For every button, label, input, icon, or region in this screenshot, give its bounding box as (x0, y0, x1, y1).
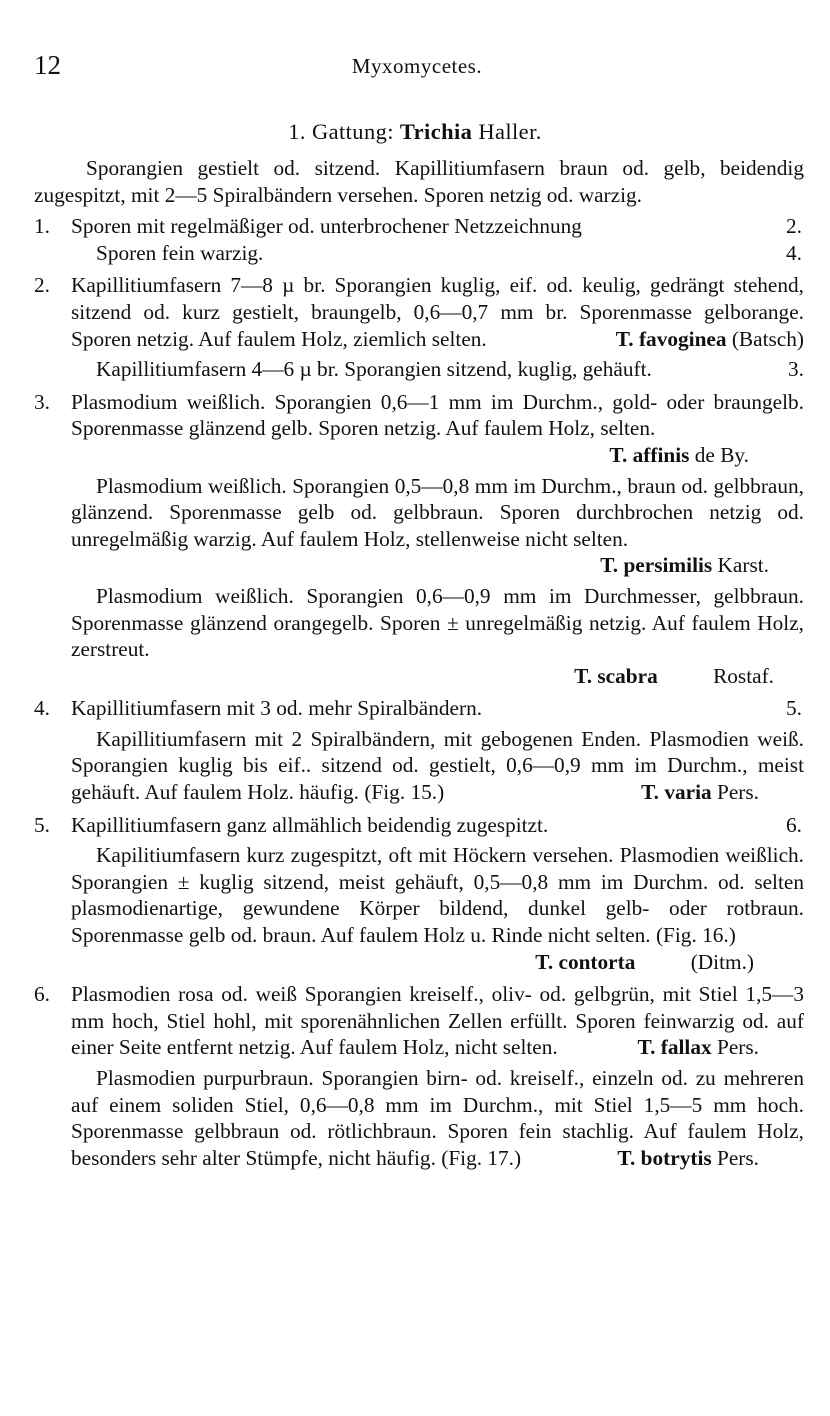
couplet-number: 6. (34, 982, 50, 1007)
species-author: de By. (694, 442, 749, 467)
lead-text: Kapillitiumfasern mit 3 od. mehr Spiralbändern. (71, 696, 483, 721)
couplet-number: 2. (34, 273, 50, 298)
species-name (592, 1145, 759, 1172)
couplet-number: 1. (34, 214, 50, 239)
species-author: Pers. (716, 780, 759, 805)
species-name (71, 663, 804, 690)
couplet-3-alternative-1 (34, 473, 804, 579)
couplet-5-alternative (34, 842, 804, 975)
couplet-number: 3. (34, 389, 50, 414)
couplet-4-alternative (34, 726, 804, 806)
lead-ref: 2. (786, 214, 802, 239)
species-binomial: T. persimilis (600, 553, 713, 578)
running-title: Myxomycetes. (351, 54, 483, 78)
lead-ref: 5. (786, 696, 802, 721)
couplet-text: Plasmodien rosa od. weiß Sporangien kreiself., oliv- od. gelbgrün, mit Stiel 1,5—3 mm hoch, Stiel hohl, mit sporenähnlichen Zellen erfüllt. Sporen feinwarzig od. auf einer Seite entfernt netzig. Auf faulem Holz, nicht selten. (71, 982, 804, 1060)
species-author: Pers. (716, 1035, 759, 1060)
alt-text: Kapilitiumfasern kurz zugespitzt, oft mit Höckern versehen. Plasmodien weißlich. Sporangien ± kuglig sitzend, meist gehäuft, 0,5—0,8 mm im Durchm. od. selten plasmodienartige, gewundene Körper bildend, dunkel gelb- oder rotbraun. Sporenmasse gelb od. braun. Auf faulem Holz u. Rinde nicht selten. (Fig. 16.) (71, 843, 804, 948)
genus-author: Haller. (478, 119, 542, 144)
species-name (71, 949, 804, 976)
key-body (34, 155, 804, 1175)
alt-text: Kapillitiumfasern mit 2 Spiralbändern, mit gebogenen Enden. Plasmodien weiß. Sporangien kuglig bis eif.. sitzend od. gestielt, 0,6—0,9 mm im Durchm., meist gehäuft. Auf faulem Holz. häufig. (Fig. 15.) (71, 726, 804, 805)
alt-ref: 3. (788, 357, 804, 382)
couplet-3-alternative-2 (34, 583, 804, 689)
couplet-lead (71, 812, 804, 839)
alt-text: Plasmodium weißlich. Sporangien 0,5—0,8 mm im Durchm., braun od. gelbbraun, glänzend. Sporenmasse gelb od. gelbbraun. Sporen durchbrochen netzig od. unregelmäßig warzig. Auf faulem Holz, stellenweise nicht selten. (71, 473, 804, 551)
key-couplet-1 (34, 213, 804, 266)
lead-text: Kapillitiumfasern ganz allmählich beidendig zugespitzt. (71, 812, 549, 837)
species-name (609, 442, 749, 469)
couplet-lead (71, 695, 804, 722)
couplet-text: Kapillitiumfasern 7—8 µ br. Sporangien kuglig, eif. od. keulig, gedrängt stehend, sitzend od. kurz gestielt, braungelb, 0,6—0,7 mm br. Sporenmasse gelborange. Sporen netzig. Auf faulem Holz, ziemlich selten. (71, 273, 804, 351)
species-author: (Batsch) (731, 326, 804, 351)
page-header (34, 50, 800, 86)
alt-text: Plasmodien purpurbraun. Sporangien birn- od. kreiself., einzeln od. zu mehreren auf einem soliden Stiel, 0,6—0,8 mm im Durchm., mit Stiel 1,5—5 mm hoch. Sporenmasse gelbbraun od. rötlichbraun. Sporen fein stachlig. Auf faulem Holz, besonders sehr alter Stümpfe, nicht häufig. (Fig. 17.) (71, 1066, 804, 1170)
species-binomial: T. favoginea (615, 326, 727, 351)
species-name (575, 552, 769, 579)
couplet-alternative (71, 240, 804, 267)
species-author: Pers. (716, 1145, 759, 1170)
species-name (638, 1034, 760, 1061)
species-binomial: T. varia (641, 780, 712, 805)
species-author: Rostaf. (713, 663, 774, 688)
alt-text: Plasmodium weißlich. Sporangien 0,6—0,9 mm im Durchmesser, gelbbraun. Sporenmasse glänzend orangegelb. Sporen ± unregelmäßig netzig. Auf faulem Holz, zerstreut. (71, 583, 804, 662)
species-binomial: T. contorta (535, 949, 636, 974)
species-name (616, 779, 759, 806)
key-couplet-6 (34, 981, 804, 1061)
couplet-number: 4. (34, 696, 50, 721)
couplet-lead (71, 213, 804, 240)
species-binomial: T. fallax (637, 1035, 712, 1060)
couplet-text: Plasmodium weißlich. Sporangien 0,6—1 mm im Durchm., gold- oder braungelb. Sporenmasse glänzend gelb. Sporen netzig. Auf faulem Holz, selten. (71, 389, 804, 441)
alt-text: Kapillitiumfasern 4—6 µ br. Sporangien sitzend, kuglig, gehäuft. (96, 357, 652, 382)
species-binomial: T. scabra (574, 663, 658, 688)
genus-prefix: 1. Gattung: (288, 119, 394, 144)
key-couplet-2 (34, 272, 804, 352)
genus-description: Sporangien gestielt od. sitzend. Kapillitiumfasern braun od. gelb, beidendig zugespitzt, mit 2—5 Spiralbändern versehen. Sporen netzig od. warzig. (34, 156, 804, 207)
page-number: 12 (34, 50, 61, 80)
species-name (616, 326, 804, 353)
lead-ref: 6. (786, 812, 802, 837)
couplet-6-alternative (34, 1065, 804, 1171)
key-couplet-4 (34, 695, 804, 722)
species-author: Karst. (717, 553, 769, 578)
species-author: (Ditm.) (690, 949, 754, 974)
genus-name: Trichia (399, 119, 473, 144)
key-couplet-5 (34, 812, 804, 839)
couplet-2-alternative (34, 356, 804, 383)
alt-ref: 4. (786, 240, 802, 265)
lead-text: Sporen mit regelmäßiger od. unterbrochener Netzzeichnung (71, 214, 582, 239)
genus-heading (0, 119, 830, 145)
key-couplet-3 (34, 389, 804, 469)
couplet-number: 5. (34, 812, 50, 837)
species-binomial: T. affinis (609, 442, 690, 467)
species-binomial: T. botrytis (617, 1145, 712, 1170)
alt-text: Sporen fein warzig. (96, 240, 264, 265)
